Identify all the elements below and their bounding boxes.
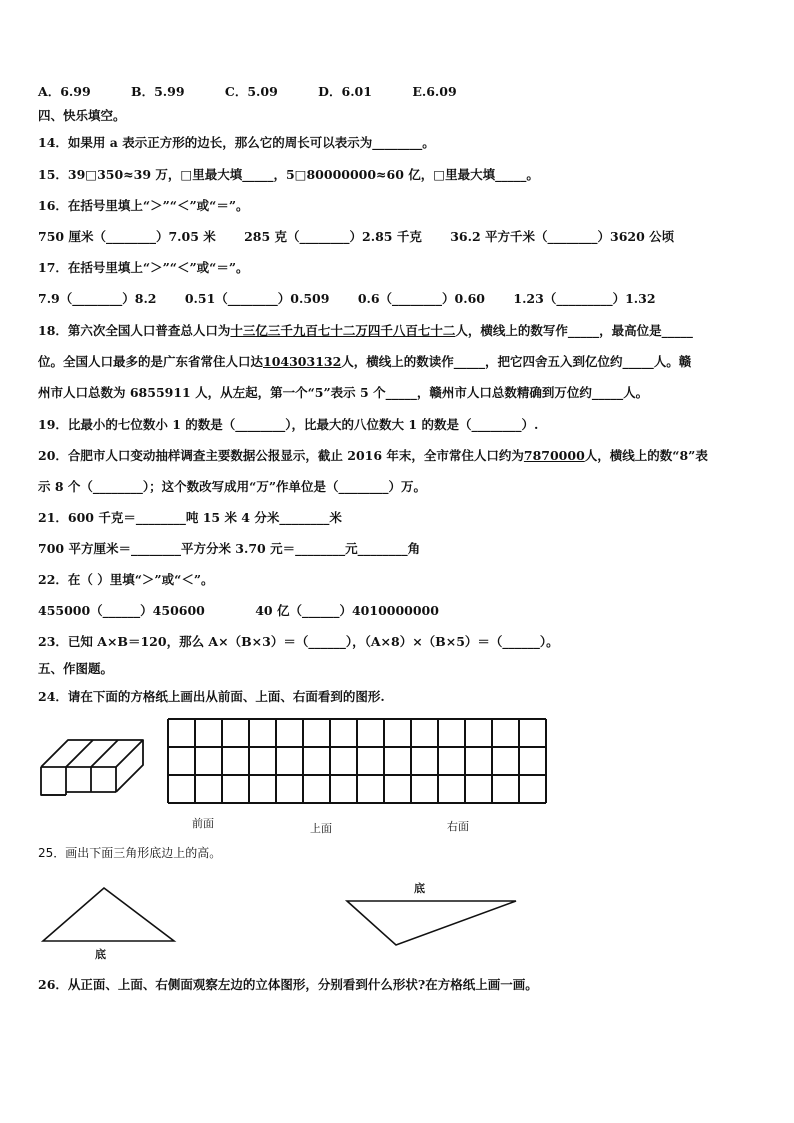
question-15: 15．39□350≈39 万，□里最大填_____，5□80000000≈60 亿，□里最大填_____。 (38, 167, 539, 182)
question-26: 26．从正面、上面、右侧面观察左边的立体图形，分别看到什么形状?在方格纸上画一画。 (38, 977, 538, 992)
label-front-view: 前面 (192, 817, 214, 830)
question-16-stem: 16．在括号里填上“＞”“＜”或“＝”。 (38, 198, 249, 213)
question-22-items (38, 603, 439, 619)
question-20-line-2: 示 8 个（________）；这个数改写成用“万”作单位是（________）万。 (38, 479, 427, 494)
question-21-line-2: 700 平方厘米＝________平方分米 3.70 元＝________元________角 (38, 541, 421, 556)
cube-figure (38, 735, 148, 800)
q16-item: 750 厘米（________）7.05 米 (38, 229, 216, 244)
question-16-items (38, 229, 674, 245)
triangle-left (40, 885, 178, 945)
underlined-number: 7870000 (523, 448, 585, 463)
option-d: D．6.01 (318, 84, 372, 99)
q17-item: 1.23（_________）1.32 (513, 291, 656, 306)
question-24-stem: 24．请在下面的方格纸上画出从前面、上面、右面看到的图形. (38, 689, 385, 704)
grid-paper (166, 717, 550, 805)
question-20-line-1: 20．合肥市人口变动抽样调查主要数据公报显示，截止 2016 年末，全市常住人口约为7870000人，横线上的数“8”表 (38, 448, 708, 463)
base-label-right: 底 (414, 882, 425, 895)
q16-item: 285 克（________）2.85 千克 (244, 229, 422, 244)
section-5-heading: 五、作图题。 (38, 661, 114, 676)
q22-item: 455000（______）450600 (38, 603, 205, 618)
question-17-items (38, 291, 656, 307)
q17-item: 0.51（________）0.509 (184, 291, 330, 306)
q16-item: 36.2 平方千米（________）3620 公顷 (450, 229, 675, 244)
question-14: 14．如果用 a 表示正方形的边长，那么它的周长可以表示为________。 (38, 135, 435, 150)
q17-item: 7.9（________）8.2 (38, 291, 157, 306)
q22-item: 40 亿（______）4010000000 (255, 603, 439, 618)
underlined-number: 十三亿三千九百七十二万四千八百七十二 (230, 323, 456, 338)
q17-item: 0.6（________）0.60 (357, 291, 486, 306)
option-c: C．5.09 (224, 84, 278, 99)
question-22-stem: 22．在（ ）里填“＞”或“＜”。 (38, 572, 214, 587)
option-a: A．6.99 (38, 84, 91, 99)
label-right-view: 右面 (447, 820, 469, 833)
question-18-line-1: 18．第六次全国人口普查总人口为十三亿三千九百七十二万四千八百七十二人，横线上的数写作_____，最高位是_____ (38, 323, 693, 338)
triangle-right (344, 896, 520, 948)
option-e: E.6.09 (412, 84, 457, 99)
question-18-line-3: 州市人口总数为 6855911 人，从左起，第一个“5”表示 5 个_____，赣州市人口总数精确到万位约_____人。 (38, 385, 649, 400)
q13-options (38, 84, 457, 100)
question-25-stem: 25．画出下面三角形底边上的高。 (38, 846, 222, 860)
underlined-number: 104303132 (263, 354, 342, 369)
section-4-heading: 四、快乐填空。 (38, 108, 126, 123)
question-18-line-2: 位。全国人口最多的是广东省常住人口达104303132人，横线上的数读作_____，把它四舍五入到亿位约_____人。赣 (38, 354, 692, 369)
option-b: B．5.99 (131, 84, 185, 99)
question-23: 23．已知 A×B＝120，那么 A×（B×3）＝（______），（A×8）×（B×5）＝（______）。 (38, 634, 559, 649)
question-17-stem: 17．在括号里填上“＞”“＜”或“＝”。 (38, 260, 249, 275)
label-top-view: 上面 (310, 822, 332, 835)
base-label-left: 底 (95, 948, 106, 961)
question-21-line-1: 21．600 千克＝________吨 15 米 4 分米________米 (38, 510, 342, 525)
question-19: 19．比最小的七位数小 1 的数是（________），比最大的八位数大 1 的数是（________）. (38, 417, 539, 432)
